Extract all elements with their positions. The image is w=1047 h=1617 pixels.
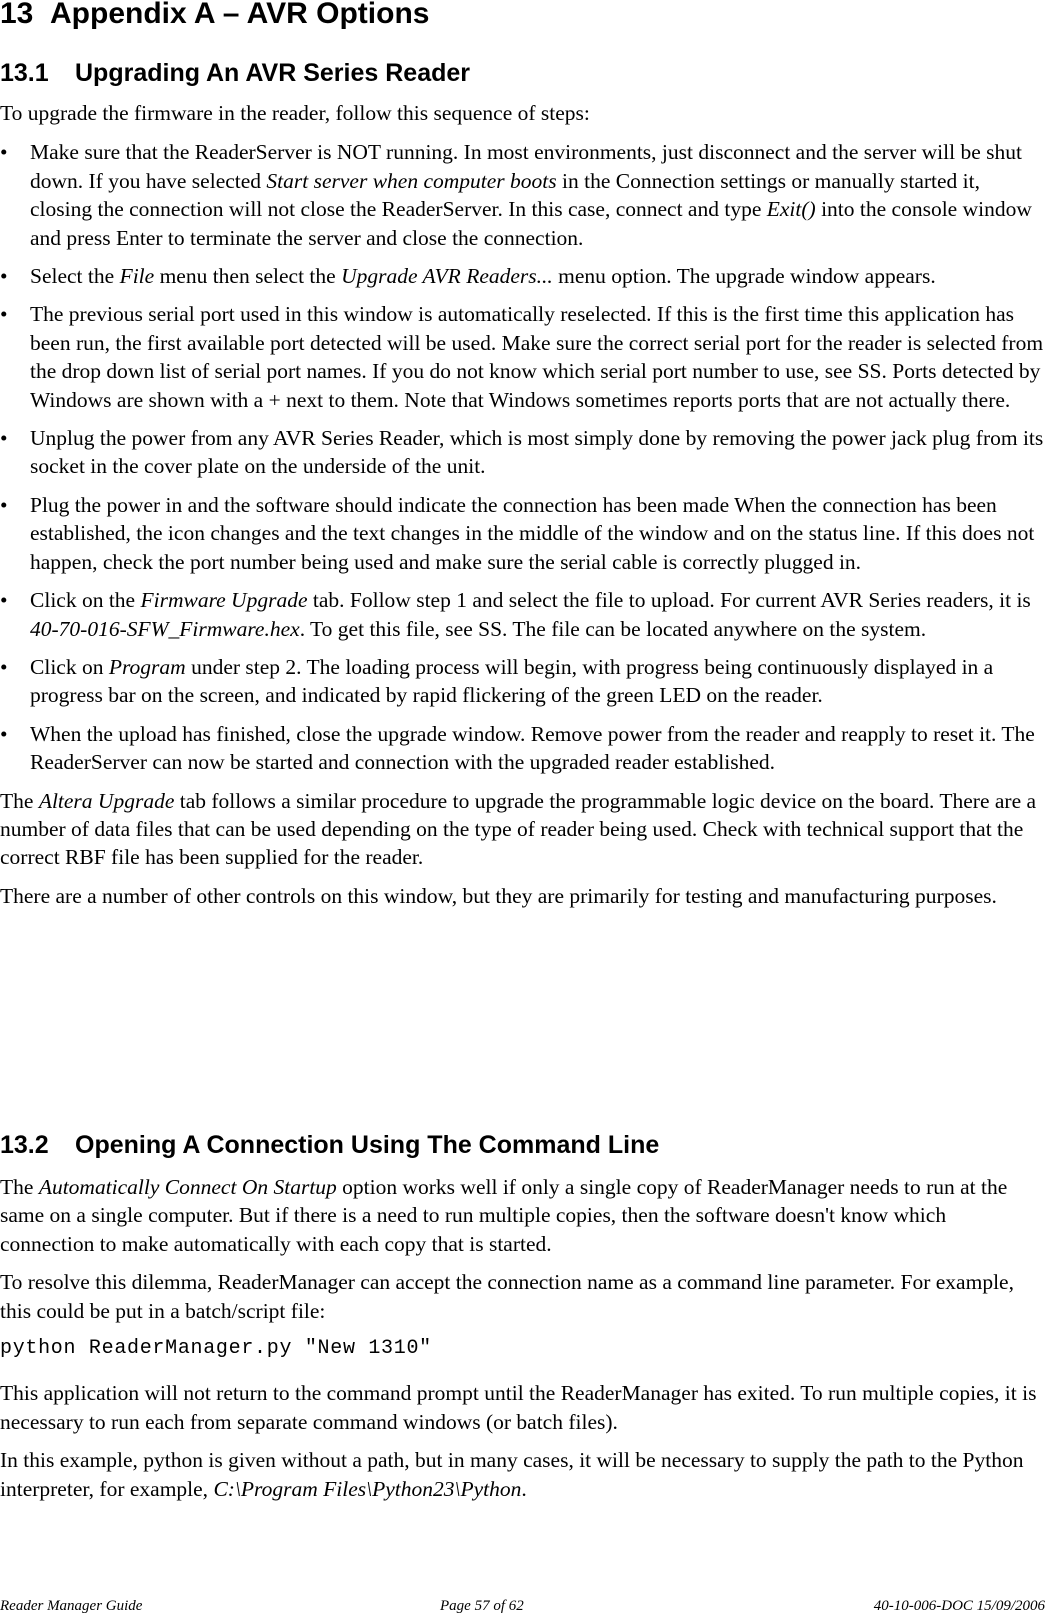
list-item: • Make sure that the ReaderServer is NOT running. In most environments, just disconnect and the server will be shut down. If you have selected Start server when computer boots in the Connection settings or manually started it, closing the connection will not close the ReaderServer. In this case, connect and type Exit() into the console window and press Enter to terminate the server and close the connection. — [0, 140, 1032, 250]
startup-paragraph: The Automatically Connect On Startup option works well if only a single copy of ReaderManager needs to run at the same on a single computer. But if there is a need to run multiple copies, then the software doesn't know which connection to make automatically with each copy that is started. — [0, 1175, 1008, 1256]
list-item: • When the upload has finished, close the upgrade window. Remove power from the reader and reapply to reset it. The ReaderServer can now be started and connection with the upgraded reader established. — [0, 721, 1035, 775]
list-item: • Click on Program under step 2. The loading process will begin, with progress being continuously displayed in a progress bar on the screen, and indicated by rapid flickering of the green LED on the reader. — [0, 654, 994, 708]
python-path-paragraph: In this example, python is given without a path, but in many cases, it will be necessary to supply the path to the Python interpreter, for example, C:\Program Files\Python23\Python. — [0, 1448, 1024, 1501]
list-item: • Unplug the power from any AVR Series Reader, which is most simply done by removing the power jack plug from its socket in the cover plate on the underside of the unit. — [0, 426, 1044, 479]
subsection-body-13-1 — [0, 99, 1045, 910]
footer-guide-title: Reader Manager Guide — [0, 1598, 143, 1614]
other-controls-paragraph: There are a number of other controls on this window, but they are primarily for testing and manufacturing purposes. — [0, 883, 997, 908]
section-number: 13 — [0, 0, 34, 30]
bullet-icon: • — [0, 426, 8, 451]
bullet-icon: • — [0, 588, 8, 613]
subsection-title: Opening A Connection Using The Command Line — [75, 1131, 660, 1159]
bullet-icon: • — [0, 654, 8, 679]
subsection-number: 13.2 — [0, 1131, 49, 1159]
section-heading — [0, 0, 429, 34]
list-item: • Click on the Firmware Upgrade tab. Follow step 1 and select the file to upload. For current AVR Series readers, it is 40-70-016-SFW_Firmware.hex. To get this file, see SS. The file can be located anywhere on the system. — [0, 588, 1031, 641]
list-item: • The previous serial port used in this window is automatically reselected. If this is the first time this application has been run, the first available port detected will be used. Make sure the correct serial port for the reader is selected from the drop down list of serial port names. If you do not know which serial port number to use, see SS. Ports detected by Windows are shown with a + next to them. Note that Windows sometimes reports ports that are not actually there. — [0, 302, 1044, 412]
dilemma-paragraph: To resolve this dilemma, ReaderManager can accept the connection name as a command line parameter. For example, this could be put in a batch/script file: — [0, 1270, 1014, 1323]
command-line-code: python ReaderManager.py "New 1310" — [0, 1337, 432, 1361]
altera-paragraph: The Altera Upgrade tab follows a similar procedure to upgrade the programmable logic device on the board. There are a number of data files that can be used depending on the type of reader being used. Check with technical support that the correct RBF file has been supplied for the reader. — [0, 788, 1037, 870]
list-item: • Select the File menu then select the Upgrade AVR Readers... menu option. The upgrade window appears. — [0, 262, 1045, 290]
subsection-title: Upgrading An AVR Series Reader — [75, 59, 470, 87]
bullet-icon: • — [0, 492, 8, 517]
intro-paragraph: To upgrade the firmware in the reader, follow this sequence of steps: — [0, 101, 590, 125]
bullet-icon: • — [0, 721, 8, 746]
bullet-icon: • — [0, 140, 8, 165]
upgrade-steps-list — [0, 138, 1045, 776]
subsection-heading-13-1 — [0, 57, 470, 89]
command-prompt-paragraph: This application will not return to the command prompt until the ReaderManager has exited. To run multiple copies, it is necessary to run each from separate command windows (or batch files). — [0, 1381, 1037, 1434]
list-item: • Plug the power in and the software should indicate the connection has been made When the connection has been established, the icon changes and the text changes in the middle of the window and on the status line. If this does not happen, check the port number being used and make sure the serial cable is correctly plugged in. — [0, 492, 1035, 574]
subsection-number: 13.1 — [0, 59, 49, 87]
subsection-body-13-2 — [0, 1173, 1045, 1503]
bullet-icon: • — [0, 302, 8, 327]
section-title: Appendix A – AVR Options — [50, 0, 430, 30]
subsection-heading-13-2 — [0, 1129, 659, 1161]
footer-doc-id: 40-10-006-DOC 15/09/2006 — [873, 1598, 1045, 1614]
page-footer — [0, 1595, 1045, 1617]
footer-page-number: Page 57 of 62 — [440, 1598, 524, 1614]
bullet-icon: • — [0, 264, 8, 289]
